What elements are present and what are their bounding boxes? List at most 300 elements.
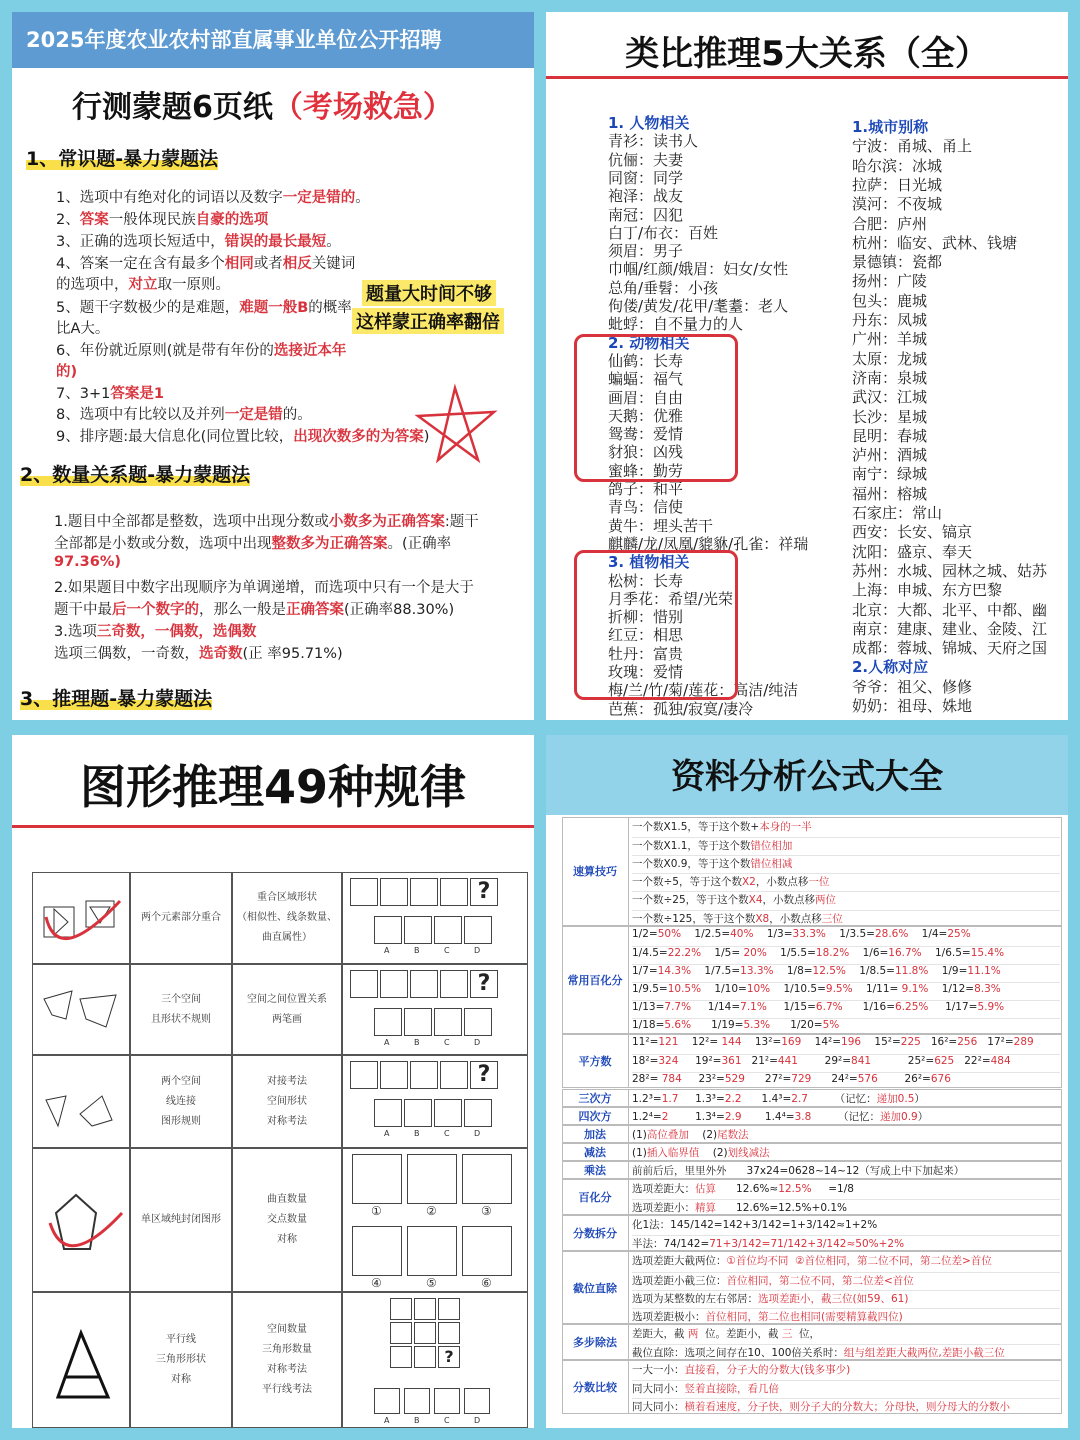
line-segment: 一定是错的 [282,190,356,206]
formula-segment: 选项差距极小： [632,1310,706,1323]
analogy-item: 芭蕉：孤独/寂寞/凄冷 [608,699,754,718]
answer-option-figure [374,1008,402,1036]
line-segment: 三奇数，一偶数，选偶数 [96,624,257,640]
formula-line [632,1308,1060,1324]
formula-segment: 13²= [741,1036,782,1049]
sample-figure [36,1297,126,1423]
option-figure [440,878,468,906]
panel-guessing-tips [12,12,534,720]
formula-segment: 1/11= [852,982,902,995]
row-label: 分数比较 [573,1381,617,1395]
option-figure [352,1226,402,1276]
option-letter: B [414,1038,420,1047]
option-letter: A [384,1416,390,1425]
text-line [54,598,454,619]
formula-segment: 5.6% [664,1019,692,1032]
formula-line [632,873,1060,889]
formula-segment: 6.7% [815,1001,843,1013]
analogy-item: 蚍蜉：自不量力的人 [608,315,744,334]
line-segment: 后一个数字的 [112,602,199,618]
formula-segment: 位， [792,1327,821,1340]
formula-line [632,928,971,940]
formula-segment: 169 [781,1036,802,1049]
formula-segment: 差距大，截 [632,1327,688,1340]
line-segment: 的。 [282,407,312,423]
panel3-title: 图形推理49种规律 [79,760,466,814]
answer-option-figure [434,1388,460,1414]
formula-segment: 22.2% [667,946,702,959]
formula-segment: 1/9.5= [632,982,668,995]
line-segment: 3.选项 [54,624,97,640]
option-figure [410,970,438,998]
formula-segment: 1/5= [701,946,744,959]
formula-segment: 2 [661,1110,669,1123]
analogy-item: 月季花：希望/光荣 [608,589,734,608]
option-figure [350,1061,378,1089]
label-separator [628,1143,629,1161]
formula-segment: 一个数÷25，等于这个数 [632,894,749,907]
option-figure [380,970,408,998]
text-line [56,382,164,403]
section-heading-text: 1、常识题-暴力蒙题法 [26,148,219,170]
option-letter: A [384,1129,390,1138]
formula-segment: 一大一小： [632,1364,685,1376]
option-figure [410,878,438,906]
panel-figure-reasoning [12,735,534,1428]
text-line [54,620,256,641]
formula-segment: 21²= [741,1055,778,1068]
label-separator [628,1360,629,1414]
formula-segment: X4 [748,894,763,907]
analogy-item: 宁波：甬城、甬上 [852,137,973,156]
line-segment: 的) [56,364,78,380]
section-heading [16,684,218,711]
formula-segment: 29²= [797,1055,852,1068]
formula-segment: 一个数X1.5，等于这个数+ [632,821,760,833]
analogy-item: 北京：大都、北平、中都、幽 [852,600,1048,619]
answer-option-figure [464,1099,492,1127]
option-figure [352,1154,402,1204]
formula-segment: 12.6%≈ [716,1183,779,1195]
formula-segment: 676 [930,1073,951,1086]
formula-segment: 19²= [678,1055,722,1068]
formula-segment: 1/3= [753,927,793,940]
formula-segment: 20% [743,946,767,959]
formula-segment: X2 [741,876,756,889]
formula-segment: 本身的一半 [759,821,812,833]
formula-line [632,837,1060,853]
line-segment: 3、正确的选项长短适中， [56,234,225,250]
line-segment: 的概率 [308,300,352,316]
analogy-item: 上海：申城、东方巴黎 [852,581,1003,600]
formula-segment: 精算 [695,1202,716,1215]
formula-segment: 225 [900,1036,921,1049]
title-main: 行测蒙题6页纸 [72,90,273,125]
formula-segment: 半法：74/142= [632,1238,710,1251]
pattern-description [130,908,232,928]
formula-segment: 1/5.5= [766,946,816,959]
formula-segment: 16²= [920,1036,958,1049]
pattern-description [130,1210,232,1230]
analogy-item: 伉俪：夫妻 [608,150,684,169]
formula-segment: 196 [841,1036,862,1049]
option-figure [414,1322,436,1344]
label-separator [628,926,629,1035]
formula-segment: 729 [791,1073,812,1086]
option-letter: D [474,1038,481,1047]
divider [546,76,1068,79]
line-segment: 出现次数多的为答案 [293,429,424,445]
pattern-description [130,990,232,1030]
description-line: 线连接 [166,1095,196,1107]
formula-segment: 选项差距大： [632,1183,695,1195]
rule-description [232,1320,342,1400]
line-segment: 正确答案 [286,602,344,618]
row-label: 减法 [584,1145,606,1159]
formula-segment: 12.5% [778,1183,812,1195]
line-segment: ) [423,429,430,445]
line-segment: :题干 [444,514,479,530]
formula-segment: 1/14= [691,1001,741,1013]
line-segment: 2、 [56,212,80,228]
formula-segment: 一个数÷125，等于这个数 [632,912,756,925]
text-line [56,252,355,273]
formula-segment: 50% [657,927,682,940]
option-number: ② [426,1204,437,1218]
sticky-note: 题量大时间不够 [362,280,496,306]
line-segment: 自豪的选项 [195,212,269,228]
line-segment: 比A大。 [56,321,110,337]
line-segment: 或者 [253,256,283,272]
formula-segment: 12²= [678,1036,722,1049]
analogy-item: 画眉：自由 [608,388,684,407]
formula-segment: 1/16= [842,1001,896,1013]
line-segment: 8、选项中有比较以及并列 [56,407,225,423]
line-segment: 取一原则。 [157,277,230,293]
analogy-item: 爷爷：祖父、修修 [852,677,973,696]
formula-segment: 选项为某整数的左右邻居： [632,1292,758,1305]
rule-line: （相似性、线条数量、 [237,912,337,923]
option-figure [390,1298,412,1320]
formula-segment: 选项差距大截两位： [632,1255,727,1268]
formula-segment: 7.7% [664,1001,692,1013]
formula-line [632,1253,992,1268]
formula-segment: 1/20= [770,1019,823,1032]
category-heading: 1.城市别称 [852,118,929,136]
analogy-item: 包头：鹿城 [852,291,928,310]
analogy-item: 折柳：惜别 [608,608,684,627]
analogy-item: 仙鹤：长寿 [608,351,684,370]
formula-line [632,1380,1060,1396]
formula-segment: 三位 [821,912,843,925]
section-heading [16,460,256,487]
formula-segment: 28²= [632,1073,662,1086]
line-segment: 答案是1 [110,386,164,402]
answer-option-figure [404,1388,430,1414]
label-separator [628,817,629,926]
formula-segment: 121 [658,1036,679,1049]
formula-segment: 错位相减 [750,858,793,871]
formula-segment: 25²= [871,1055,935,1068]
formula-segment: X8 [755,912,770,925]
formula-segment: 选项差距小： [632,1202,695,1215]
option-letter: C [444,1129,450,1138]
answer-option-figure [434,1008,462,1036]
panel2-title: 类比推理5大关系（全） [625,34,989,74]
formula-segment: =1/8 [811,1183,854,1195]
analogy-item: 豺狼：凶残 [608,443,684,462]
panel-analogy-relations [546,12,1068,720]
formula-segment: 5.9% [977,1001,1005,1013]
formula-segment: 576 [857,1073,878,1086]
option-figure [380,878,408,906]
option-figure [438,1298,460,1320]
analogy-item: 景德镇：瓷都 [852,253,943,272]
formula-line [632,891,1060,907]
option-letter: A [384,946,390,955]
formula-segment: 1/13= [632,1001,665,1013]
analogy-item: 玫瑰：爱情 [608,663,684,681]
row-label: 分数拆分 [573,1227,617,1241]
line-segment: (正 率95.71%) [242,646,343,662]
formula-line [632,982,1060,995]
formula-segment: 784 [661,1073,682,1086]
formula-segment: 1/8= [773,964,813,977]
line-segment: 难题一般B [239,300,309,316]
formula-segment: 18.2% [815,946,850,959]
formula-segment: 竖着直接除，看几倍 [684,1383,779,1396]
answer-option-figure [374,1099,402,1127]
option-letter: B [414,946,420,955]
option-letter: C [444,1416,450,1425]
formula-segment: 625 [934,1055,955,1068]
option-figure [462,1154,512,1204]
rule-description [232,888,342,948]
formula-segment: 1/7= [632,964,658,977]
answer-option-figure [404,916,432,944]
answer-option-figure [464,1008,492,1036]
formula-segment: 插入临界值 [646,1146,700,1159]
highlight-box [574,334,738,482]
formula-line [632,946,1060,959]
title-emphasis: （考场救急） [272,90,453,125]
line-segment: 。(正确率 [387,536,452,552]
formula-segment: 12.5% [812,964,846,977]
formula-segment: 组与组差距大截两位,差距小截三位 [843,1346,1005,1359]
formula-segment: 40% [730,927,754,940]
analogy-item: 巾帼/红颜/娥眉：妇女/女性 [608,260,789,279]
analogy-item: 梅/兰/竹/菊/莲花：高洁/纯洁 [608,681,799,700]
line-segment: 。 [326,234,341,250]
formula-segment: 25% [947,927,971,940]
line-segment: 5、题干字数极少的是难题， [56,300,240,316]
formula-segment: 289 [1013,1036,1034,1049]
sample-figure [36,1060,126,1143]
formula-line [632,1272,1060,1288]
formula-segment: 14²= [801,1036,842,1049]
category-heading: 2. 动物相关 [608,333,690,352]
formula-segment: 高位叠加 [646,1128,689,1141]
analogy-item: 天鹅：优雅 [608,406,684,425]
formula-segment: 1/15= [766,1001,816,1013]
sticky-note: 这样蒙正确率翻倍 [352,308,504,334]
section-heading [22,144,224,171]
panel1-banner: 2025年度农业农村部直属事业单位公开招聘 [12,12,534,68]
analogy-item: 扬州：广陵 [852,272,928,291]
formula-segment: 1/6= [849,946,889,959]
formula-segment: 递加0.5 [876,1092,915,1105]
rule-line: 对称 [277,1234,297,1245]
description-line: 对称 [171,1374,191,1385]
formula-segment: ，小数点移 [769,912,822,925]
analogy-item: 长沙：星城 [852,407,928,426]
formula-segment: 10.5% [667,982,702,995]
formula-segment: (2) [688,1128,718,1141]
description-line: 三角形形状 [156,1354,206,1365]
rule-line: 曲直属性） [262,932,312,943]
line-segment: 关键词 [311,256,356,272]
formula-segment: 5% [822,1019,840,1032]
panel4-title: 资料分析公式大全 [671,757,943,797]
formula-segment: 1/3.5= [825,927,875,940]
star-doodle [410,382,500,466]
label-separator [628,1215,629,1251]
text-line [54,532,451,553]
answer-option-figure [404,1008,432,1036]
formula-line [632,1000,1060,1013]
text-line [54,510,479,531]
line-segment: 小数多为正确答案 [328,514,445,530]
sample-figure [36,969,126,1050]
formula-segment: 324 [658,1055,679,1068]
line-segment: 1、选项中有绝对化的词语以及数字 [56,190,283,206]
analogy-item: 南宁：绿城 [852,465,928,484]
option-letter: B [414,1416,420,1425]
formula-segment: 256 [957,1036,978,1049]
formula-line [632,1091,925,1106]
analogy-item: 鸽子：和平 [608,480,684,498]
line-segment: 的选项中， [56,277,129,293]
formula-segment: 33.3% [792,927,826,940]
formula-segment: 2.2 [724,1092,742,1105]
formula-segment: 5.3% [743,1019,771,1032]
formula-line [632,1163,964,1178]
formula-segment: 同大同小： [632,1383,685,1396]
formula-segment: 6.25% [895,1001,929,1013]
formula-segment: 7.1% [740,1001,767,1013]
description-line: 两个空间 [161,1075,201,1087]
formula-line [632,855,1060,871]
label-separator [628,1125,629,1143]
formula-segment: 1/12= [928,982,975,995]
row-label: 平方数 [578,1055,612,1069]
description-line: 两个元素部分重合 [141,912,221,923]
analogy-item: 成都：蓉城、锦城、天府之国 [852,639,1048,658]
formula-segment: 13.3% [740,964,774,977]
row-label: 速算技巧 [573,865,617,879]
formula-segment: (1) [632,1128,647,1141]
formula-segment: 361 [721,1055,742,1068]
label-separator [628,1161,629,1179]
formula-segment: 首位相同，第二位也相同(需要精算截四位) [705,1310,903,1323]
formula-segment: 直接看，分子大的分数大(钱多事少) [684,1364,851,1376]
formula-segment: 1.7 [661,1092,679,1105]
analogy-item: 青鸟：信使 [608,498,684,517]
category-heading: 3. 植物相关 [608,553,690,572]
analogy-item: 同窗：同学 [608,168,684,187]
missing-figure: ? [438,1346,460,1368]
label-separator [628,1179,629,1215]
text-line [54,642,343,663]
formula-segment: 尾数法 [717,1128,749,1141]
formula-segment: 一个数X1.1，等于这个数 [632,840,751,853]
formula-segment: 8.3% [974,982,1001,995]
sample-figure [36,1153,126,1287]
analogy-item: 南京：建康、建业、金陵、江 [852,619,1048,638]
answer-option-figure [404,1099,432,1127]
option-letter: D [474,1129,481,1138]
line-segment: 97.36%) [54,554,122,570]
analogy-item: 松树：长寿 [608,571,684,590]
formula-segment: 1.3⁴= [668,1110,725,1123]
formula-segment: 23²= [681,1073,725,1086]
formula-line [632,1199,1060,1215]
text-line [56,230,341,251]
option-number: ① [371,1204,382,1218]
formula-segment: 1/4= [908,927,948,940]
analogy-item: 白丁/布衣：百姓 [608,223,719,242]
option-figure [407,1226,457,1276]
formula-segment: 27²= [744,1073,792,1086]
analogy-item: 南冠：囚犯 [608,205,684,224]
formula-line [632,1054,1060,1067]
formula-line [632,1344,1060,1360]
formula-segment: 22²= [954,1055,991,1068]
text-line [56,296,352,317]
line-segment: 相反 [282,256,312,272]
option-letter: C [444,1038,450,1047]
analogy-item: 沈阳：盛京、奉天 [852,542,973,561]
formula-segment: ，小数点移 [755,876,809,889]
formula-segment: 2.9 [724,1110,742,1123]
analogy-item: 杭州：临安、武林、钱塘 [852,233,1018,252]
formula-segment: 1.2⁴= [632,1110,662,1123]
option-figure [440,1061,468,1089]
line-segment: 整数多为正确答案 [271,536,388,552]
line-segment: (正确率88.30%) [344,602,455,618]
rule-line: 对称考法 [267,1115,307,1127]
formula-segment: 12.6%=12.5%+0.1% [716,1202,848,1215]
analogy-item: 福州：榕城 [852,484,928,503]
formula-segment: 横着看速度，分子快，则分子大的分数大；分母快，则分母大的分数小 [684,1401,1010,1414]
formula-segment: 1/2.5= [681,927,731,940]
answer-option-figure [464,1388,490,1414]
formula-segment: ①首位均不同 ②首位相同，第二位不同，第二位差>首位 [726,1255,992,1268]
analogy-item: 哈尔滨：冰城 [852,156,943,175]
formula-segment: （记忆： [811,1110,881,1123]
analogy-item: 黄牛：埋头苦干 [608,516,714,535]
missing-figure: ? [470,1061,498,1089]
formula-segment: 11.8% [894,964,929,977]
formula-segment: 28.6% [874,927,909,940]
analogy-item: 红豆：相思 [608,626,684,645]
line-segment: 9、排序题:最大信息化(同位置比较， [56,429,294,445]
formula-line [632,1290,1060,1306]
answer-option-figure [374,916,402,944]
formula-segment: ，小数点移 [762,894,816,907]
analogy-item: 牡丹：富贵 [608,644,684,663]
formula-line [632,1018,1060,1031]
